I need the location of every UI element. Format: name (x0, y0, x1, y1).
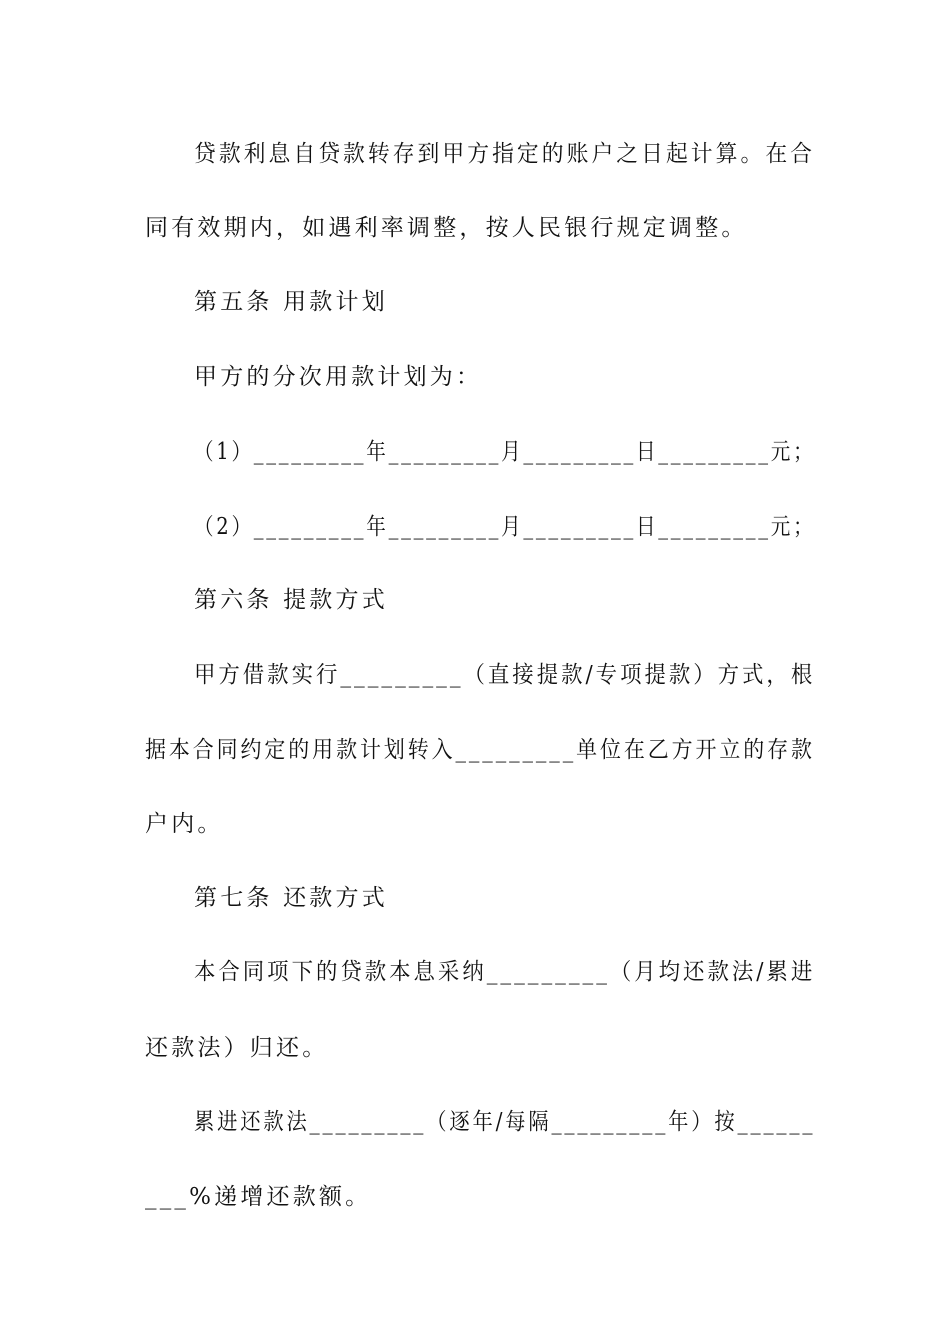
withdrawal-line-3: 户内。 (145, 811, 224, 837)
repayment-line-2: 还款法）归还。 (145, 1035, 329, 1061)
article-5-heading: 第五条 用款计划 (194, 289, 388, 315)
usage-plan-item-2: （2）_________年_________月_________日_________元； (194, 514, 816, 540)
withdrawal-line-2: 据本合同约定的用款计划转入_________单位在乙方开立的存款 (145, 737, 815, 763)
progressive-repayment-line-1: 累进还款法_________（逐年/每隔_________年）按______ (194, 1109, 816, 1135)
usage-plan-item-1: （1）_________年_________月_________日_________元； (194, 439, 816, 465)
article-6-heading: 第六条 提款方式 (194, 587, 388, 613)
withdrawal-line-1: 甲方借款实行_________（直接提款/专项提款）方式，根 (194, 662, 816, 688)
paragraph-interest-line-2: 同有效期内，如遇利率调整，按人民银行规定调整。 (145, 215, 748, 241)
usage-plan-intro: 甲方的分次用款计划为： (194, 364, 483, 390)
paragraph-interest-line-1: 贷款利息自贷款转存到甲方指定的账户之日起计算。在合 (194, 141, 816, 167)
article-7-heading: 第七条 还款方式 (194, 885, 388, 911)
repayment-line-1: 本合同项下的贷款本息采纳_________（月均还款法/累进 (194, 959, 816, 985)
progressive-repayment-line-2: ___%递增还款额。 (145, 1184, 372, 1210)
